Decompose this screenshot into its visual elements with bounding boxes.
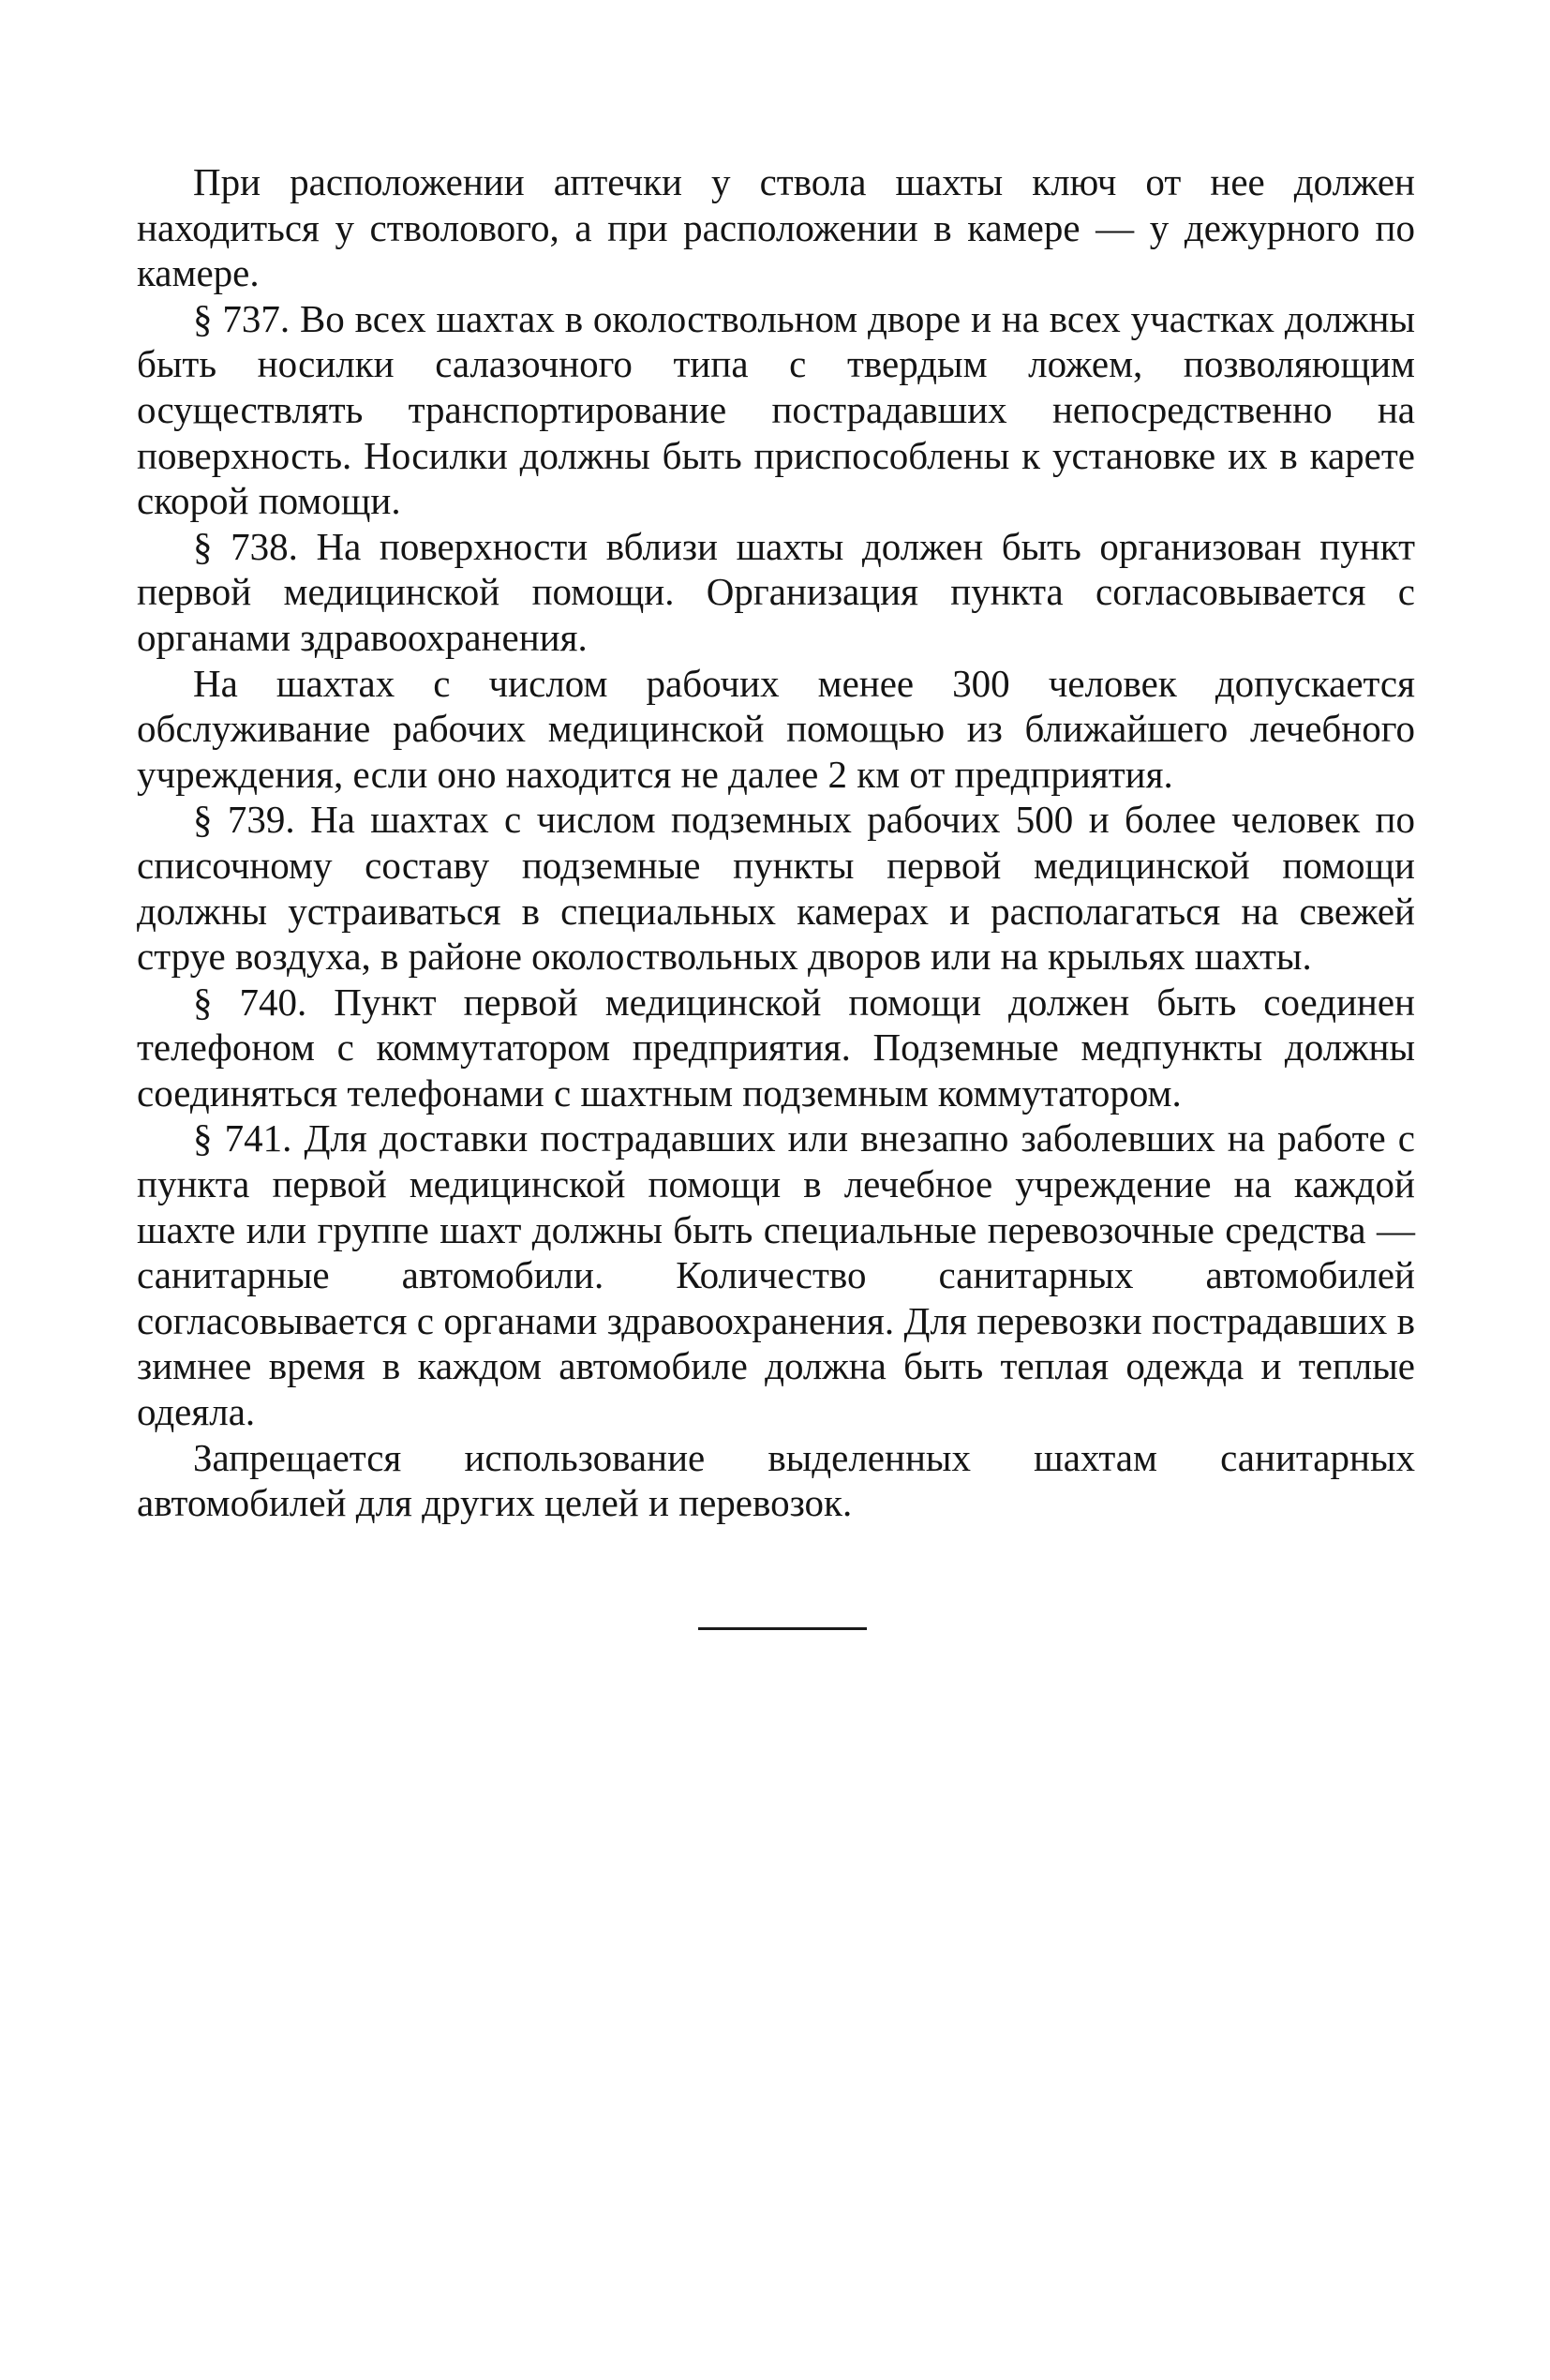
paragraph-small-mines-service: На шахтах с числом рабочих менее 300 человек допускается обслуживание рабочих медицинской помощью из ближайшего лечебного учреждения, если оно находится не далее 2 км от предприятия. — [137, 661, 1415, 796]
paragraph-740-telephone: § 740. Пункт первой медицинской помощи должен быть соединен телефоном с коммутатором предприятия. Подземные медпункты должны соединяться телефонами с шахтным подземным коммутатором. — [137, 980, 1415, 1115]
paragraph-738-first-aid-post: § 738. На поверхности вблизи шахты должен быть организован пункт первой медицинской помощи. Организация пункта согласовывается с органами здравоохранения. — [137, 524, 1415, 659]
paragraph-key-location: При расположении аптечки у ствола шахты ключ от нее должен находиться у стволового, а при расположении в камере — у дежурного по камере. — [137, 160, 1415, 295]
paragraph-ambulance-use-prohibition: Запрещается использование выделенных шахтам санитарных автомобилей для других целей и перевозок. — [137, 1435, 1415, 1525]
paragraph-741-ambulances: § 741. Для доставки пострадавших или внезапно заболевших на работе с пункта первой медицинской помощи в лечебное учреждение на каждой шахте или группе шахт должны быть специальные перевозочные средства — санитарные автомобили. Количество санитарных автомобилей согласовывается с органами здравоохранения. Для перевозки пострадавших в зимнее время в каждом автомобиле должна быть теплая одежда и теплые одеяла. — [137, 1116, 1415, 1434]
section-end-rule — [698, 1627, 867, 1630]
paragraph-739-underground-posts: § 739. На шахтах с числом подземных рабочих 500 и более человек по списочному составу подземные пункты первой медицинской помощи должны устраиваться в специальных камерах и располагаться на свежей струе воздуха, в районе околоствольных дворов или на крыльях шахты. — [137, 798, 1415, 979]
document-body — [137, 159, 1415, 1526]
paragraph-737-stretchers: § 737. Во всех шахтах в околоствольном дворе и на всех участках должны быть носилки салазочного типа с твердым ложем, позволяющим осуществлять транспортирование пострадавших непосредственно на поверхность. Носилки должны быть приспособлены к установке их в карете скорой помощи. — [137, 296, 1415, 523]
